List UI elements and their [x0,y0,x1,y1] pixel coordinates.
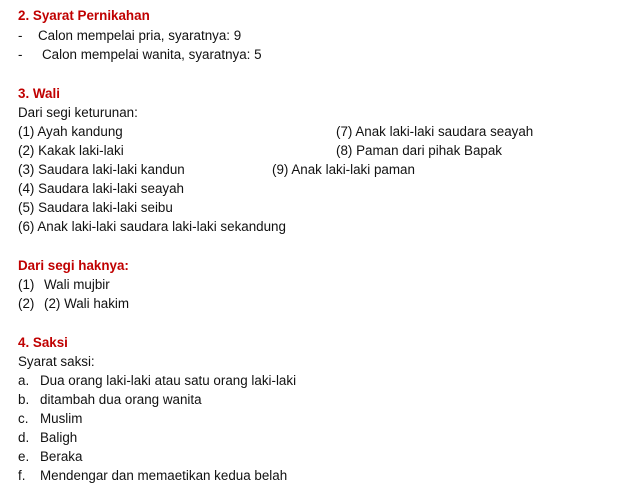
list-marker: d. [18,430,30,445]
haknya-label: Dari segi haknya: [18,258,129,273]
list-item-text: Calon mempelai pria, syaratnya: 9 [38,28,242,43]
list-item-text: (2) Wali hakim [44,296,130,311]
list-item-text: Wali mujbir [44,277,110,292]
list-item: (6) Anak laki-laki saudara laki-laki sekandung [18,219,286,234]
list-item [18,390,202,409]
list-marker: b. [18,392,30,407]
list-item-text: ditambah dua orang wanita [40,392,202,407]
list-marker: c. [18,411,29,426]
list-marker: - [18,47,23,62]
list-item [18,294,129,313]
list-item: (7) Anak laki-laki saudara seayah [336,124,534,139]
list-item: (9) Anak laki-laki paman [272,162,415,177]
list-marker: (1) [18,277,35,292]
list-item: (4) Saudara laki-laki seayah [18,181,184,196]
keturunan-label: Dari segi keturunan: [18,105,138,120]
list-item-text: Muslim [40,411,83,426]
list-item: (8) Paman dari pihak Bapak [336,143,502,158]
list-item [18,26,241,45]
list-item-text: Beraka [40,449,83,464]
list-marker: (2) [18,296,35,311]
list-item-text: Mendengar dan memaetikan kedua belah [40,468,288,483]
list-item [18,428,77,447]
list-marker: e. [18,449,30,464]
list-item: (3) Saudara laki-laki kandun [18,162,185,177]
list-item: (5) Saudara laki-laki seibu [18,200,173,215]
list-item: (2) Kakak laki-laki [18,143,124,158]
list-item [18,45,262,64]
section-4-heading: 4. Saksi [18,335,68,350]
list-item [18,409,82,428]
list-marker: f. [18,468,26,483]
section-2-heading: 2. Syarat Pernikahan [18,8,150,23]
list-item-text: Calon mempelai wanita, syaratnya: 5 [42,47,262,62]
list-item-text: Baligh [40,430,78,445]
list-item [18,466,287,485]
list-item [18,447,82,466]
list-marker: - [18,28,23,43]
list-item-text: Dua orang laki-laki atau satu orang laki-laki [40,373,297,388]
list-marker: a. [18,373,30,388]
section-3-heading: 3. Wali [18,86,60,101]
list-item [18,275,110,294]
list-item [18,371,296,390]
list-item: (1) Ayah kandung [18,124,123,139]
saksi-label: Syarat saksi: [18,354,95,369]
